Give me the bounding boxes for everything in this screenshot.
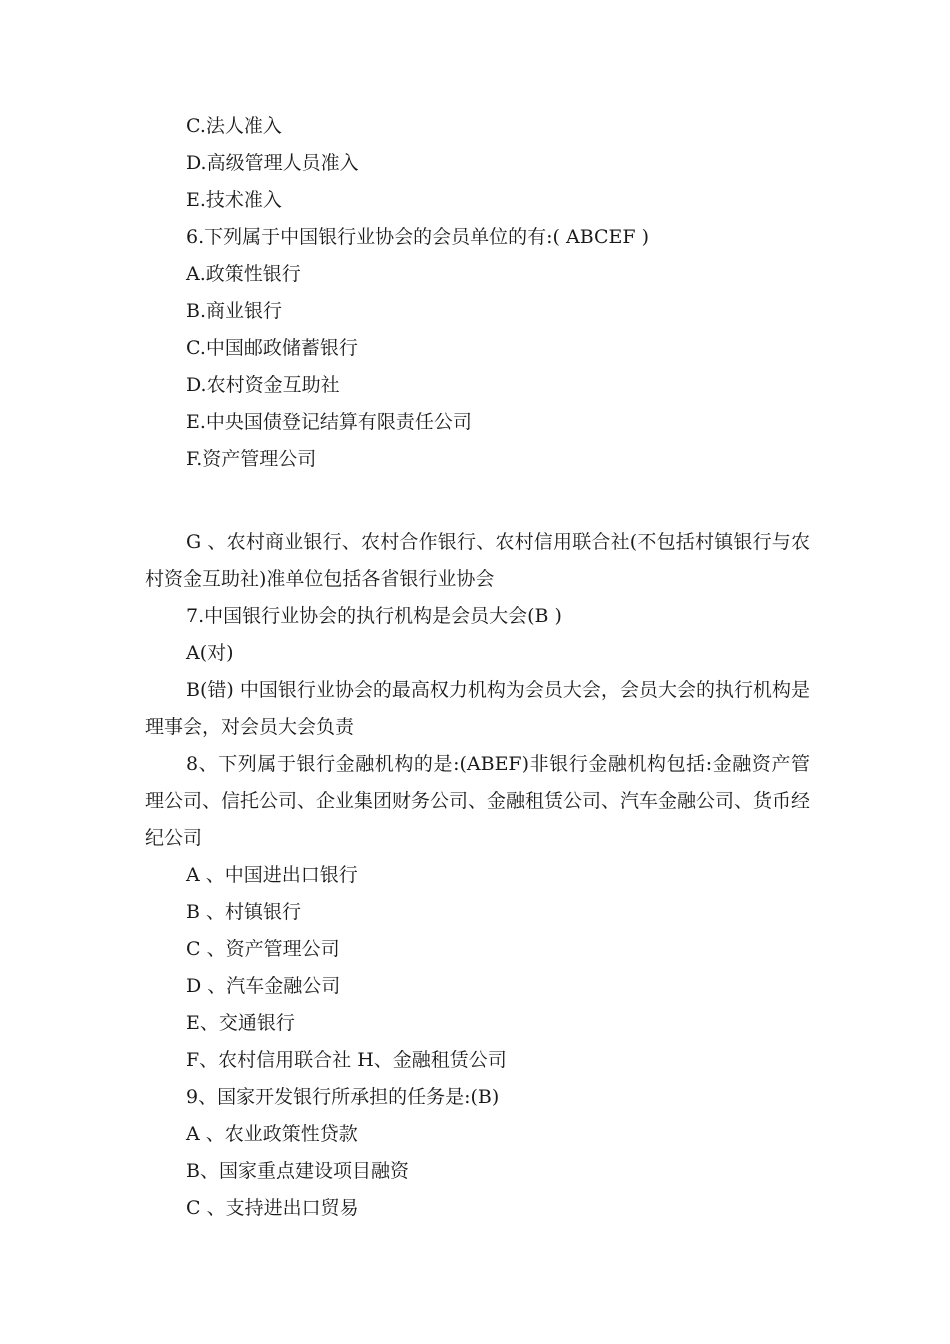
question-8: 8、下列属于银行金融机构的是:(ABEF)非银行金融机构包括:金融资产管理公司、信托公司、企业集团财务公司、金融租赁公司、汽车金融公司、货币经纪公司 bbox=[145, 753, 811, 849]
option-line: E.中央国债登记结算有限责任公司 bbox=[186, 411, 472, 433]
question-7: 7.中国银行业协会的执行机构是会员大会(B ) bbox=[186, 605, 562, 627]
option-line: A.政策性银行 bbox=[186, 263, 301, 285]
option-line: C.法人准入 bbox=[186, 115, 282, 137]
option-line: A 、中国进出口银行 bbox=[186, 864, 358, 886]
option-line: F、农村信用联合社 H、金融租赁公司 bbox=[186, 1049, 507, 1071]
option-line: A 、农业政策性贷款 bbox=[186, 1123, 358, 1145]
option-line: B 、村镇银行 bbox=[186, 901, 302, 923]
document-body bbox=[145, 108, 810, 1227]
answer-explanation: B(错) 中国银行业协会的最高权力机构为会员大会，会员大会的执行机构是理事会，对会员大会负责 bbox=[145, 679, 810, 738]
option-line: C.中国邮政储蓄银行 bbox=[186, 337, 358, 359]
option-line: C 、支持进出口贸易 bbox=[186, 1197, 359, 1219]
option-line: E.技术准入 bbox=[186, 189, 282, 211]
option-line: A(对) bbox=[186, 642, 234, 664]
option-line: D.高级管理人员准入 bbox=[186, 152, 359, 174]
spacer bbox=[145, 478, 810, 524]
question-6: 6.下列属于中国银行业协会的会员单位的有:( ABCEF ) bbox=[186, 226, 650, 248]
option-line: B.商业银行 bbox=[186, 300, 283, 322]
option-line: C 、资产管理公司 bbox=[186, 938, 340, 960]
option-line: D.农村资金互助社 bbox=[186, 374, 340, 396]
option-g-paragraph: G 、农村商业银行、农村合作银行、农村信用联合社(不包括村镇银行与农村资金互助社)准单位包括各省银行业协会 bbox=[145, 531, 810, 590]
option-line: B、国家重点建设项目融资 bbox=[186, 1160, 409, 1182]
option-line: D 、汽车金融公司 bbox=[186, 975, 341, 997]
option-line: F.资产管理公司 bbox=[186, 448, 317, 470]
option-line: E、交通银行 bbox=[186, 1012, 295, 1034]
question-9: 9、国家开发银行所承担的任务是:(B) bbox=[186, 1086, 500, 1108]
